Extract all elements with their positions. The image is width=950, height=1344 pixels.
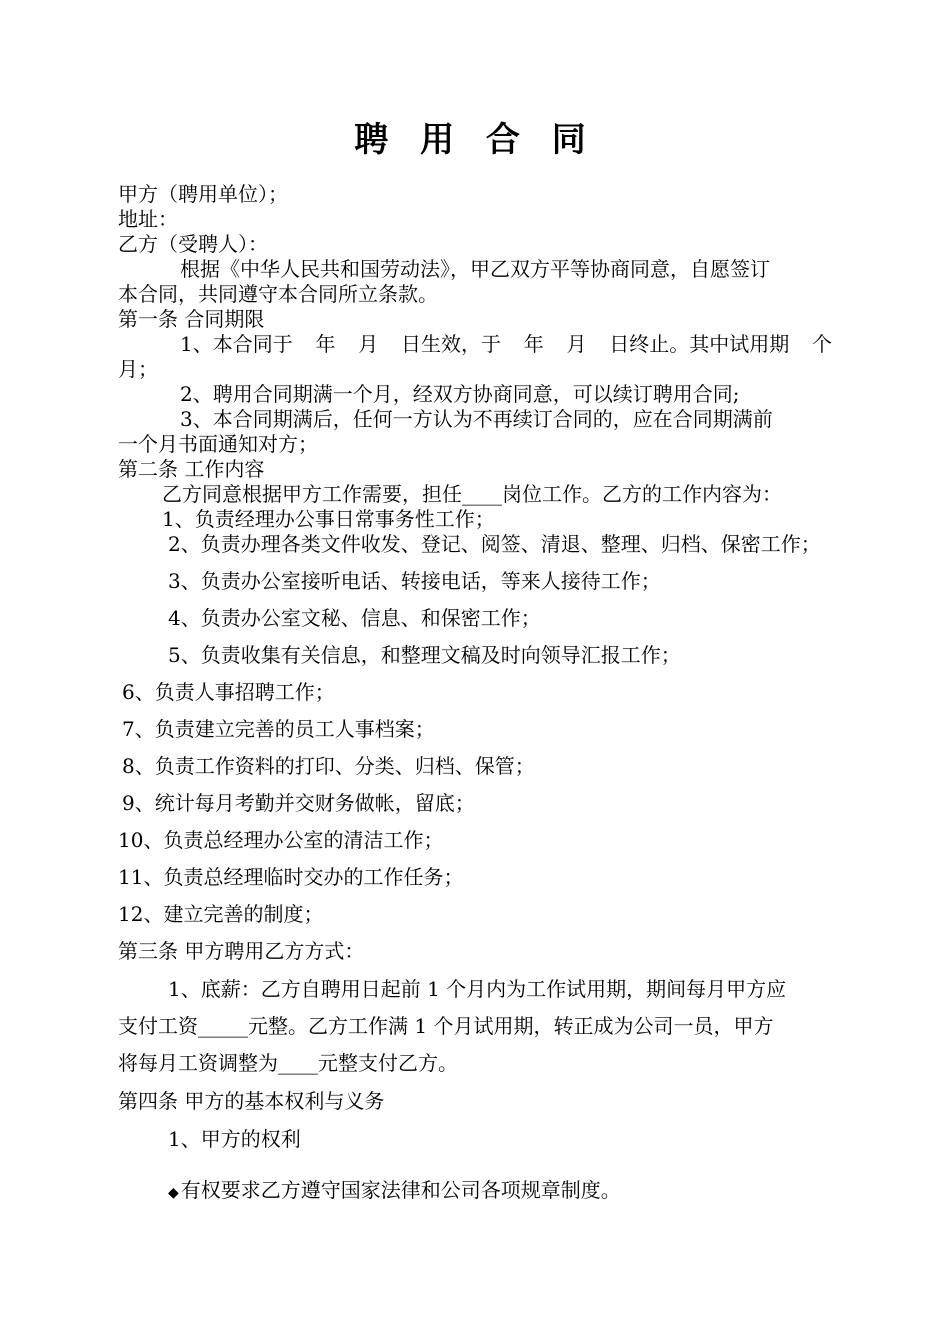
- article-3-title: 第三条 甲方聘用乙方方式：: [118, 939, 365, 963]
- article-3-line-3: 将每月工资调整为____元整支付乙方。: [118, 1051, 458, 1075]
- article-1-item-3-line-2: 一个月书面通知对方；: [118, 432, 318, 456]
- party-a-line: 甲方（聘用单位）；: [118, 182, 288, 206]
- party-b-line: 乙方（受聘人）：: [118, 232, 268, 256]
- term-segment: 个: [811, 332, 832, 356]
- article-1-item-1-line-1: [180, 331, 832, 357]
- term-segment: 日终止。其中试用期: [609, 332, 790, 356]
- list-item: 7、负责建立完善的员工人事档案；: [122, 717, 435, 741]
- list-item: 5、负责收集有关信息，和整理文稿及时向领导汇报工作；: [168, 643, 681, 667]
- preamble-line-1: 根据《中华人民共和国劳动法》，甲乙双方平等协商同意，自愿签订: [180, 257, 770, 281]
- article-2-intro: 乙方同意根据甲方工作需要，担任____岗位工作。乙方的工作内容为：: [162, 482, 782, 506]
- diamond-bullet-icon: ◆: [168, 1185, 179, 1201]
- bullet-text: 有权要求乙方遵守国家法律和公司各项规章制度。: [180, 1178, 621, 1202]
- term-segment: 年: [523, 332, 544, 356]
- list-item: 6、负责人事招聘工作；: [122, 680, 335, 704]
- article-1-item-2: 2、聘用合同期满一个月，经双方协商同意，可以续订聘用合同;: [180, 382, 740, 406]
- article-1-item-3-line-1: 3、本合同期满后，任何一方认为不再续订合同的，应在合同期满前: [180, 407, 773, 431]
- list-item: 4、负责办公室文秘、信息、和保密工作；: [168, 606, 541, 630]
- list-item: 1、负责经理办公事日常事务性工作；: [162, 507, 495, 531]
- address-line: 地址：: [118, 207, 178, 231]
- list-item: 11、负责总经理临时交办的工作任务；: [118, 865, 464, 889]
- term-segment: 1、本合同于: [180, 332, 293, 356]
- term-segment: 月: [566, 332, 587, 356]
- article-4-title: 第四条 甲方的基本权利与义务: [118, 1089, 385, 1113]
- article-3-line-1: 1、底薪：乙方自聘用日起前 1 个月内为工作试用期，期间每月甲方应: [168, 977, 787, 1001]
- page-title: 聘 用 合 同: [354, 120, 596, 160]
- preamble-line-2: 本合同，共同遵守本合同所立条款。: [118, 282, 438, 306]
- list-item: 12、建立完善的制度；: [118, 902, 324, 926]
- article-3-line-2: 支付工资_____元整。乙方工作满 1 个月试用期，转正成为公司一员，甲方: [118, 1014, 774, 1038]
- list-item: 8、负责工作资料的打印、分类、归档、保管；: [122, 754, 535, 778]
- term-segment: 月: [358, 332, 379, 356]
- article-1-title: 第一条 合同期限: [118, 307, 265, 331]
- article-4-subtitle: 1、甲方的权利: [168, 1127, 301, 1151]
- article-2-title: 第二条 工作内容: [118, 457, 265, 481]
- article-1-item-1-line-2: 月；: [118, 357, 158, 381]
- article-4-bullet-item: [168, 1177, 621, 1206]
- term-segment: 年: [315, 332, 336, 356]
- term-segment: 日生效，于: [400, 332, 501, 356]
- list-item: 10、负责总经理办公室的清洁工作；: [118, 828, 444, 852]
- list-item: 9、统计每月考勤并交财务做帐，留底；: [122, 791, 475, 815]
- list-item: 3、负责办公室接听电话、转接电话，等来人接待工作；: [168, 569, 661, 593]
- list-item: 2、负责办理各类文件收发、登记、阅签、清退、整理、归档、保密工作；: [168, 532, 821, 556]
